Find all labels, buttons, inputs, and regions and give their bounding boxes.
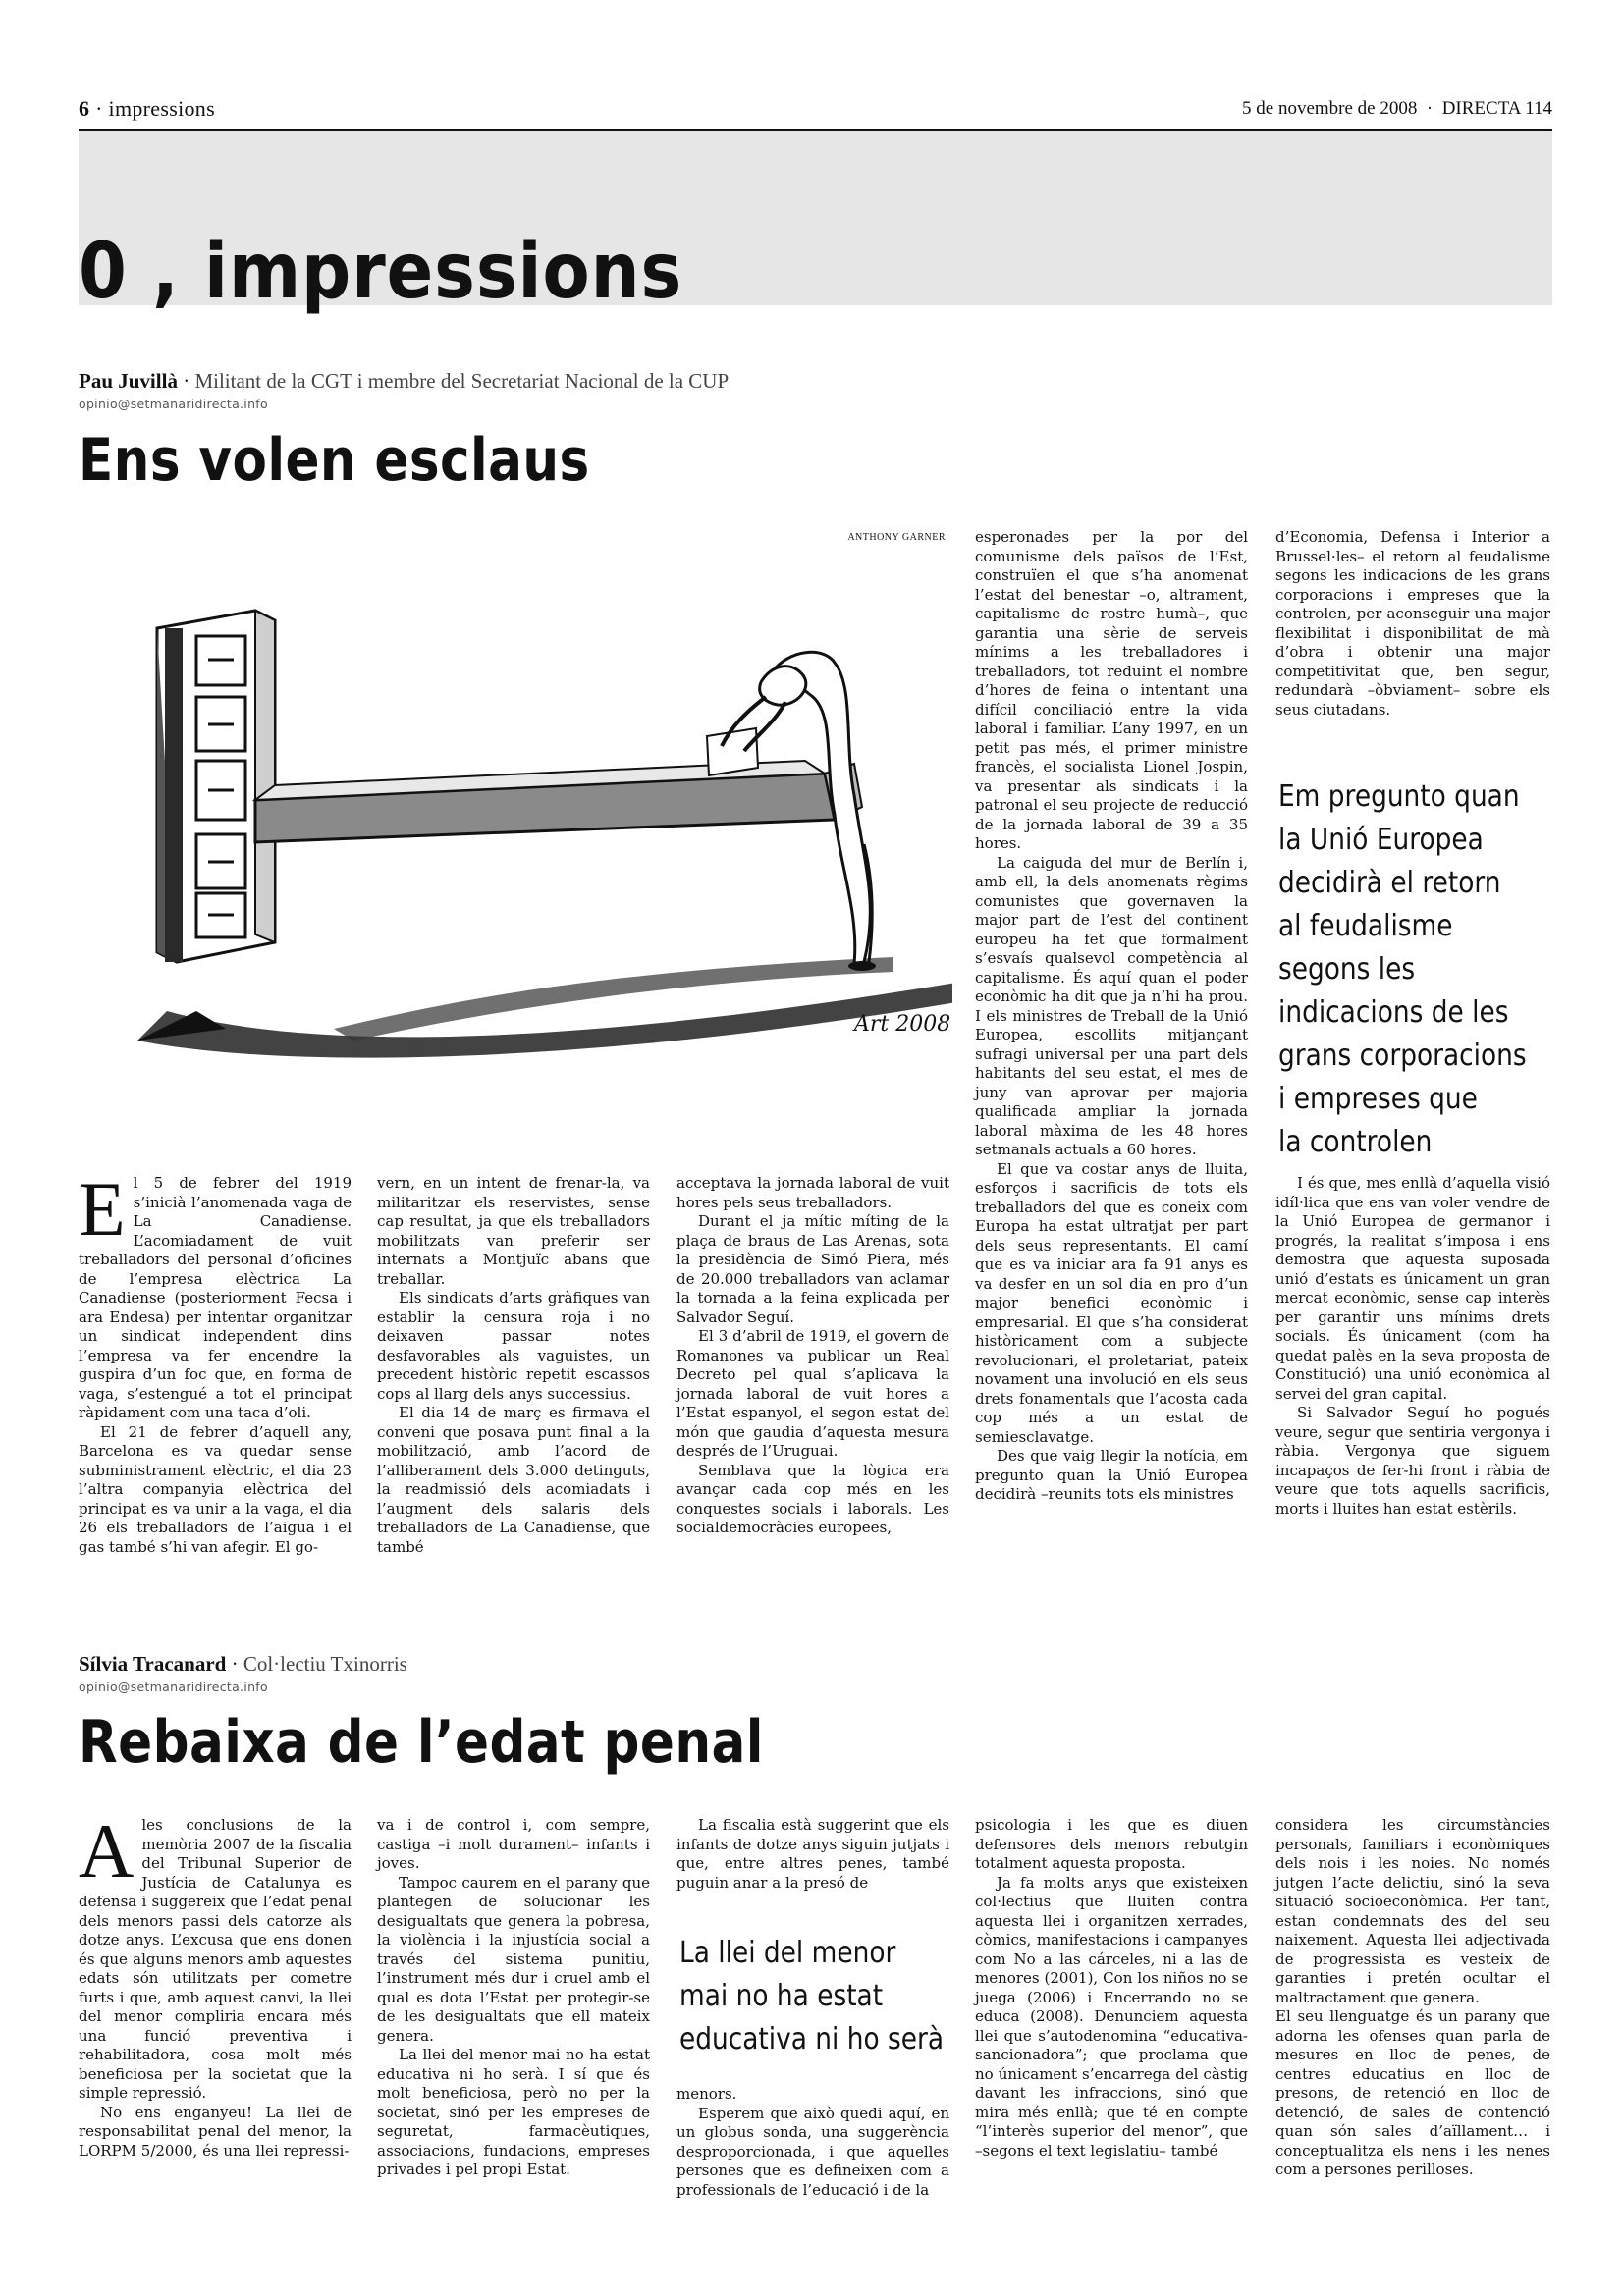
pull-quote-line: la controlen: [1278, 1125, 1433, 1159]
article1-byline: Pau Juvillà · Militant de la CGT i membre del Secretariat Nacional de la CUP: [79, 369, 730, 393]
article2-column-3-top: [676, 1816, 949, 1893]
article2-email: opinio@setmanaridirecta.info: [79, 1680, 268, 1694]
paragraph: Durant el ja mític míting de la plaça de braus de Las Arenas, sota la presidència de Simó Piera, més de 20.000 treballadors van aclamar la tornada a la feina explicada per Salvador Seguí.: [676, 1212, 949, 1326]
paragraph: Els sindicats d’arts gràfiques van establir la censura roja i no deixaven passar notes desfavorables als vaguistes, un precedent històric repetit escassos cops al llarg dels anys successius.: [377, 1289, 650, 1403]
article1-column-2: [377, 1174, 650, 1557]
paragraph: El que va costar anys de lluita, esforços i sacrificis de tots els treballadors del que es coneix com Europa ha estat ultratjat per part dels seus representants. El camí que es va iniciar ara fa 91 anys es va desfer en un sol dia en pro d’un major benefici econòmic i empresarial. El que s’ha considerat històricament com a subjecte revolucionari, el proletariat, pateix novament una involució en els seus drets fonamentals que l’acosta cada cop més a un estat de semiesclavatge.: [975, 1159, 1248, 1446]
paragraph: Ja fa molts anys que existeixen col·lectius que lluiten contra aquesta llei i organitzen xerrades, còmics, manifestacions i campanyes com No a las cárceles, ni a las de menores (2001), Con los niños no se juega (2006) i Encerrando no se educa (2008). Denunciem aquesta llei que s’autodenomina “educativa-sancionadora”; que proclama que no únicament s’encarrega del càstig davant les infraccions, sinó que mira més enllà; que té en compte “l’interès superior del menor”, que –segons el text legislatiu– també: [975, 1873, 1248, 2160]
section-title: 0 , impressions: [79, 228, 683, 316]
paragraph: vern, en un intent de frenar-la, va militaritzar els reservistes, sense cap resultat, ja que els treballadors mobilitzats van preferir ser internats a Montjuïc abans que treballar.: [377, 1174, 650, 1288]
pull-quote-line: la Unió Europea: [1278, 823, 1484, 857]
paragraph: d’Economia, Defensa i Interior a Brussel·les– el retorn al feudalisme segons les indicacions de les grans corporacions i empreses que la controlen, per aconseguir una major flexibilitat i disponibilitat de mà d’obra i obtenir una major competitivitat que, ben segur, redundarà –òbviament– sobre els seus ciutadans.: [1275, 528, 1550, 719]
article2-headline: Rebaixa de l’edat penal: [79, 1708, 764, 1777]
article1-headline: Ens volen esclaus: [79, 426, 590, 495]
pull-quote-line: segons les: [1278, 952, 1416, 987]
page-number: 6: [79, 96, 90, 121]
paragraph: Semblava que la lògica era avançar cada cop més en les conquestes socials i laborals. Les socialdemocràcies europees,: [676, 1461, 949, 1536]
paragraph: El 3 d’abril de 1919, el govern de Romanones va publicar un Real Decreto pel qual s’aplicava la jornada laboral de vuit hores a l’Estat espanyol, el segon estat del món que gaudia d’aquesta mesura després de l’Uruguai.: [676, 1327, 949, 1460]
pull-quote-line: i empreses que: [1278, 1082, 1478, 1116]
paragraph: Si Salvador Seguí ho pogués veure, segur que sentiria vergonya i ràbia. Vergonya que siguem incapaços de fer-hi front i ràbia de veure que tots aquells sacrificis, morts i lluites han estat estèrils.: [1275, 1404, 1550, 1518]
article2-column-1: [79, 1808, 352, 2161]
paragraph: La fiscalia està suggerint que els infants de dotze anys siguin jutjats i que, entre altres penes, també puguin anar a la presó de: [676, 1816, 949, 1892]
article1-column-5-bottom: [1275, 1174, 1550, 1519]
paragraph: Tampoc caurem en el parany que plantegen de solucionar les desigualtats que genera la pobresa, la violència i la injustícia social a través del sistema punitiu, l’instrument més dur i cruel amb el qual es dota l’Estat per protegir-se de les desigualtats que ell mateix genera.: [377, 1873, 650, 2045]
paragraph: El dia 14 de març es firmava el conveni que posava punt final a la mobilització, amb l’acord de l’alliberament dels 3.000 detinguts, la readmissió dels acomiadats i l’augment dels salaris dels treballadors de La Canadiense, que també: [377, 1404, 650, 1556]
pull-quote-line: La llei del menor: [679, 1936, 896, 1970]
paragraph: Des que vaig llegir la notícia, em pregunto quan la Unió Europea decidirà –reunits tots els ministres: [975, 1447, 1248, 1503]
paragraph: considera les circumstàncies personals, familiars i econòmiques dels nois i les noies. No només jutgen l’acte delictiu, sinó la seva situació socioeconòmica. Per tant, estan condemnats des del seu naixement. Aquesta llei adjectivada de progressista es vesteix de garanties i pretén ocultar el maltractament que genera.: [1275, 1816, 1550, 2006]
pull-quote-line: grans corporacions: [1278, 1039, 1527, 1073]
paragraph: acceptava la jornada laboral de vuit hores pels seus treballadors.: [676, 1174, 949, 1211]
pull-quote-line: decidirà el retorn: [1278, 866, 1501, 900]
article1-column-4: [975, 528, 1248, 1505]
paragraph: va i de control i, com sempre, castiga –i molt durament– infants i joves.: [377, 1816, 650, 1872]
pull-quote-line: educativa ni ho serà: [679, 2022, 945, 2056]
article2-dropcap: A: [79, 1808, 135, 1894]
paragraph: menors.: [676, 2085, 737, 2103]
article2-column-4: [975, 1816, 1248, 2161]
section-name: impressions: [108, 96, 215, 121]
article2-byline: Sílvia Tracanard · Col·lectiu Txinorris: [79, 1652, 407, 1676]
article2-pull-quote: [679, 1932, 944, 2061]
article1-column-3: [676, 1174, 949, 1538]
paragraph: La caiguda del mur de Berlín i, amb ell, la dels anomenats règims comunistes que governaven la major part de l’est del continent europeu ha fet que formalment s’esvaís qualsevol competència al capitalisme. És aquí quan el poder econòmic ha dit que ja n’hi ha prou. I els ministres de Treball de la Unió Europea, escollits mitjançant sufragi universal per una part dels habitants del seu estat, el mes de juny van aprovar per majoria qualificada ampliar la jornada laboral màxima de les 48 hores setmanals actuals a 60 hores.: [975, 853, 1248, 1158]
article1-role: Militant de la CGT i membre del Secretariat Nacional de la CUP: [194, 369, 730, 393]
illustration-signature: Art 2008: [854, 1012, 951, 1037]
paragraph: El 21 de febrer d’aquell any, Barcelona es va quedar sense subministrament elèctric, el dia 23 l’altra companyia elèctrica del principat es va unir a la vaga, el dia 26 els treballadors de l’aigua i el gas també s’hi van afegir. El go-: [79, 1422, 352, 1556]
article1-author: Pau Juvillà: [79, 369, 178, 393]
paragraph: No ens enganyeu! La llei de responsabilitat penal del menor, la LORPM 5/2000, és una llei repressi-: [79, 2103, 352, 2160]
paragraph: Esperem que això quedi aquí, en un globus sonda, una suggerència desproporcionada, i que aquelles persones que es defineixen com a professionals de l’educació i de la: [676, 2104, 949, 2199]
article1-dropcap: E: [79, 1166, 126, 1252]
paragraph: La llei del menor mai no ha estat educativa ni ho serà. I sí que és molt beneficiosa, però no per la societat, sinó per les empreses de seguretat, farmacèutiques, associacions, fundacions, empreses privades i pel propi Estat.: [377, 2046, 650, 2178]
cartoon-illustration: [79, 550, 952, 1068]
article2-author: Sílvia Tracanard: [79, 1652, 227, 1676]
paragraph: El seu llenguatge és un parany que adorna les ofenses quan parla de mesures en lloc de penes, de centres educatius en lloc de presons, de retenció en lloc de detenció, de sales de contenció quan són sales d’aïllament… i conceptualitza els nens i les nenes com a persones perilloses.: [1275, 2007, 1550, 2178]
paragraph: I és que, mes enllà d’aquella visió idíl·lica que ens van voler vendre de la Unió Europea de germanor i progrés, la realitat s’imposa i ens demostra que aquesta suposada unió d’estats es únicament un gran mercat econòmic, sense cap interès per garantir uns mínims drets socials. És únicament (com ha quedat palès en la seva proposta de Constitució) una unió econòmica al servei del gran capital.: [1275, 1174, 1550, 1403]
publication-name: DIRECTA 114: [1441, 98, 1552, 119]
running-header-right: 5 de novembre de 2008 · DIRECTA 114: [1242, 98, 1552, 119]
pull-quote-line: indicacions de les: [1278, 995, 1509, 1030]
paragraph: les conclusions de la memòria 2007 de la fiscalia del Tribunal Superior de Justícia de Catalunya es defensa i suggereix que l’edat penal dels menors passi dels catorze als dotze anys. L’excusa que ens donen és que alguns menors amb aquestes edats són utilitzats per cometre furts i que, amb aquest canvi, la llei del menor compliria encara més una funció preventiva i rehabilitadora, cosa molt més beneficiosa per la societat que la simple repressió.: [79, 1816, 352, 2102]
illustration-credit: ANTHONY GARNER: [847, 532, 946, 543]
issue-date: 5 de novembre de 2008: [1242, 98, 1418, 119]
article1-column-5-top: [1275, 528, 1550, 720]
article1-pull-quote: [1278, 775, 1527, 1164]
article2-column-3-bottom: [676, 2085, 949, 2200]
paragraph: l 5 de febrer del 1919 s’inicià l’anomenada vaga de La Canadiense. L’acomiadament de vuit treballadors del personal d’oficines de l’empresa elèctrica La Canadiense (posteriorment Fecsa i ara Endesa) per intentar organitzar un sindicat independent dins l’empresa va fer encendre la guspira d’un foc que, en forma de vaga, s’estengué a tot el principat ràpidament com una taca d’oli.: [79, 1174, 352, 1421]
paragraph: esperonades per la por del comunisme dels països de l’Est, construïen el que s’ha anomenat l’estat del benestar –o, altrament, capitalisme de rostre humà–, que garantia una sèrie de serveis mínims a les treballadores i treballadors, tot reduint el nombre d’hores de feina o intentant una difícil conciliació entre la vida laboral i familiar. L’any 1997, en un petit pas més, el primer ministre francès, el socialista Lionel Jospin, va presentar als sindicats i la patronal el seu projecte de reducció de la jornada laboral de 39 a 35 hores.: [975, 528, 1248, 852]
running-header-left: 6 · impressions: [79, 96, 215, 121]
article1-email: opinio@setmanaridirecta.info: [79, 397, 268, 411]
article2-role: Col·lectiu Txinorris: [243, 1652, 407, 1676]
pull-quote-line: Em pregunto quan: [1278, 779, 1520, 814]
article2-column-2: [377, 1816, 650, 2180]
article2-column-5: [1275, 1816, 1550, 2180]
pull-quote-line: mai no ha estat: [679, 1979, 884, 2013]
paragraph: psicologia i les que es diuen defensores dels menors rebutgin totalment aquesta proposta.: [975, 1816, 1248, 1872]
pull-quote-line: al feudalisme: [1278, 909, 1453, 943]
article1-column-1: [79, 1166, 352, 1557]
